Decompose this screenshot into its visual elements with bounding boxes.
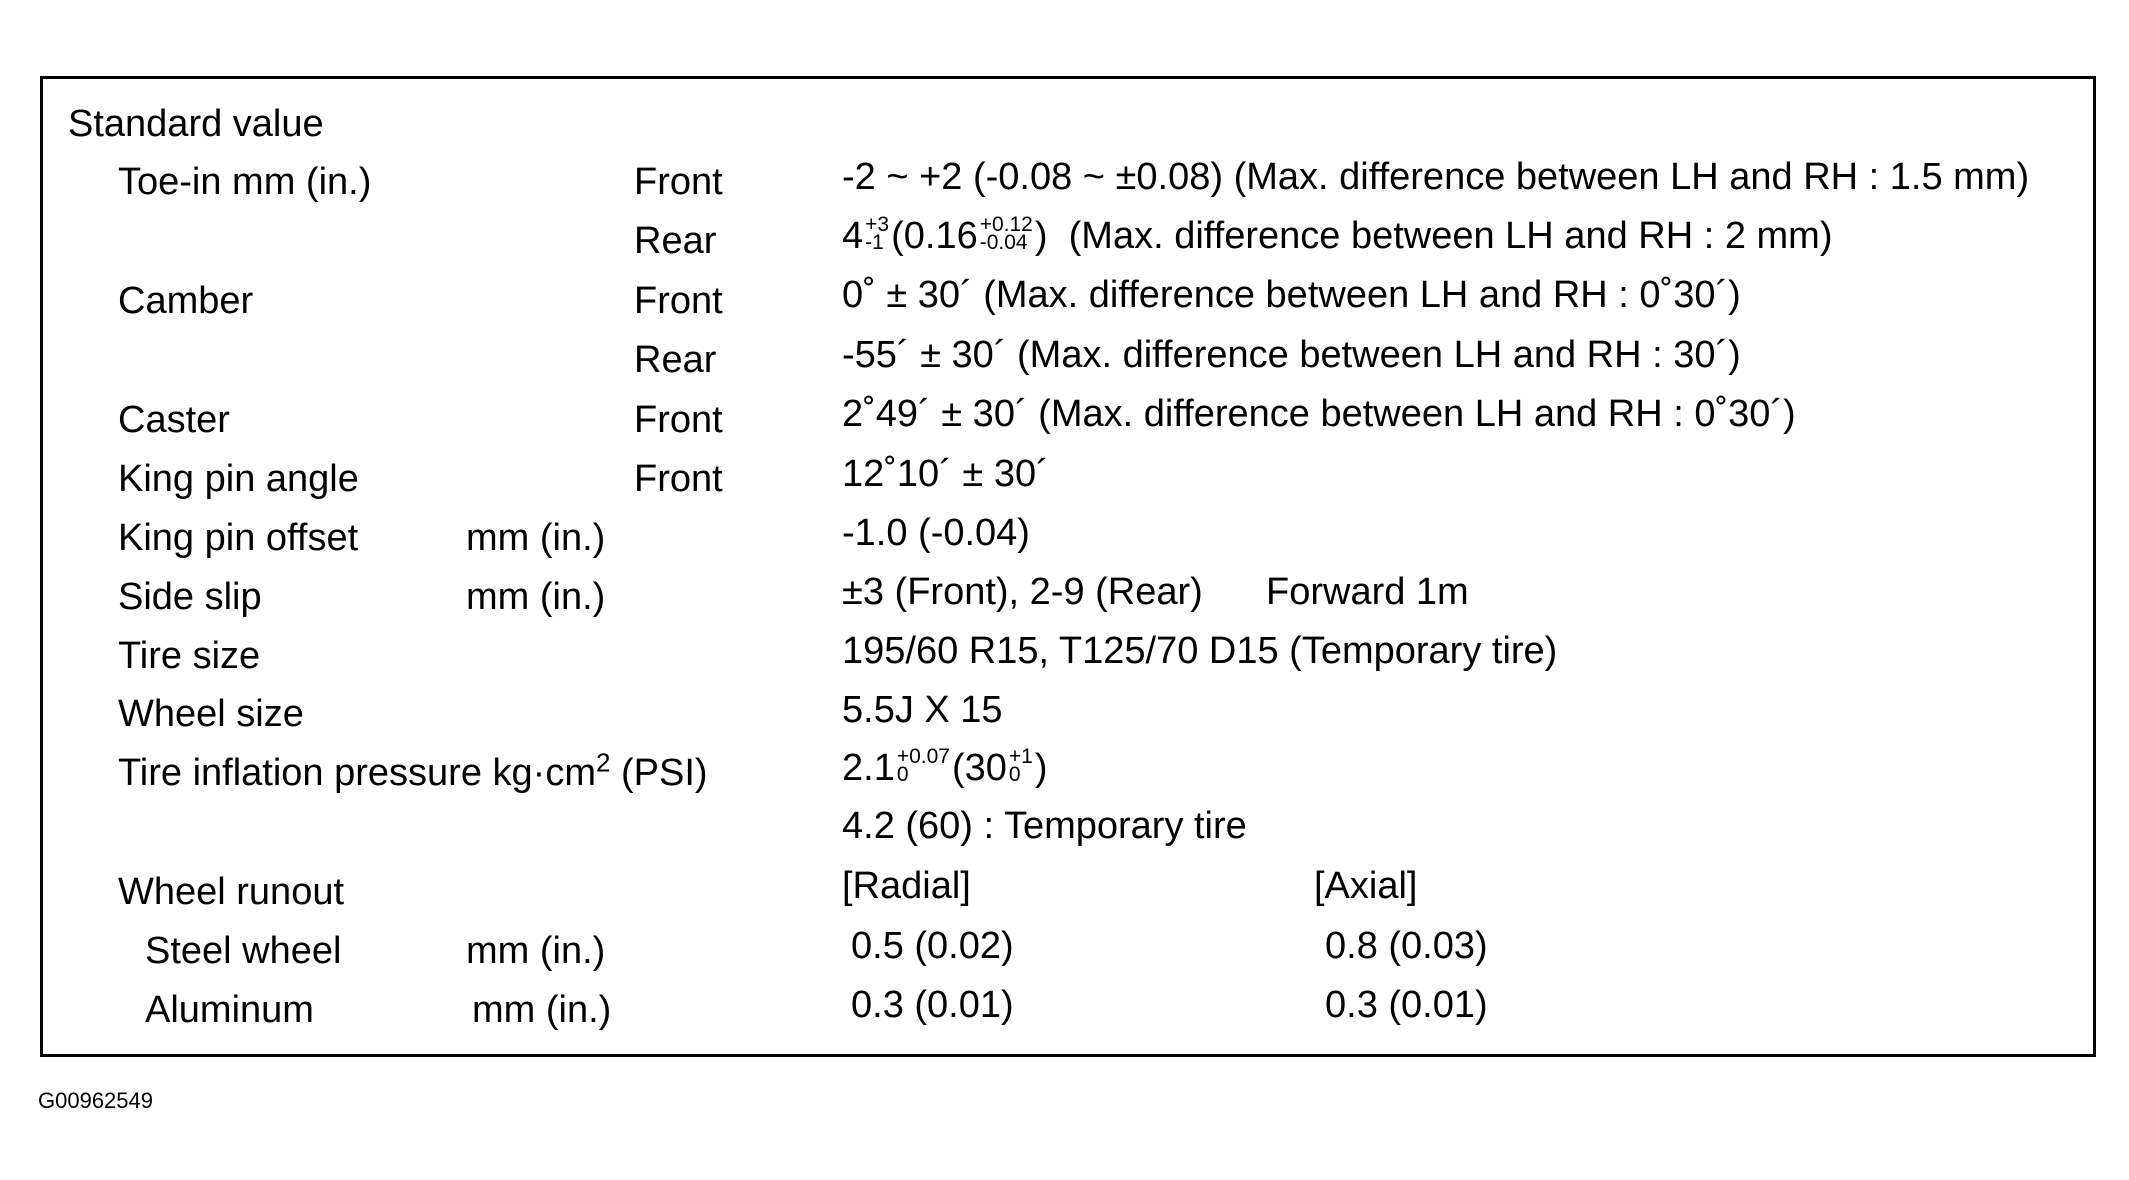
camber-rear-pos: Rear — [634, 339, 717, 381]
aluminum-radial: 0.3 (0.01) — [851, 984, 1014, 1026]
steel-wheel-axial: 0.8 (0.03) — [1325, 925, 1488, 967]
caster-label: Caster — [118, 399, 230, 441]
tire-pressure-label-unit: (PSI) — [621, 752, 708, 794]
camber-front-pos: Front — [634, 280, 723, 322]
side-slip-value: ±3 (Front), 2-9 (Rear) — [842, 571, 1203, 613]
camber-label: Camber — [118, 280, 254, 322]
tol-upper: +0.12 — [979, 212, 1033, 236]
tol-upper: +0.07 — [896, 744, 950, 768]
king-pin-offset-label: King pin offset — [118, 517, 359, 559]
toe-in-rear-inch-close: ) — [1034, 215, 1048, 257]
tol-upper: +3 — [865, 212, 890, 236]
toe-in-label: Toe-in mm (in.) — [118, 161, 372, 203]
tire-pressure-label — [118, 747, 708, 795]
tire-pressure-temporary: 4.2 (60) : Temporary tire — [842, 805, 1247, 847]
camber-front-value: 0˚ ± 30´ (Max. difference between LH and RH : 0˚30´) — [842, 274, 1741, 316]
toe-in-front-value: -2 ~ +2 (-0.08 ~ ±0.08) (Max. difference between LH and RH : 1.5 mm) — [842, 156, 2030, 198]
camber-rear-value: -55´ ± 30´ (Max. difference between LH and RH : 30´) — [842, 334, 1741, 376]
aluminum-unit: mm (in.) — [472, 989, 612, 1031]
figure-code: G00962549 — [38, 1088, 153, 1113]
toe-in-rear-inch-tolerance — [979, 212, 1033, 254]
tol-upper: +1 — [1008, 744, 1033, 768]
pressure-base: 2.1 — [842, 747, 895, 789]
steel-wheel-radial: 0.5 (0.02) — [851, 925, 1014, 967]
aluminum-axial: 0.3 (0.01) — [1325, 984, 1488, 1026]
toe-in-rear-value — [842, 214, 1832, 258]
side-slip-unit: mm (in.) — [466, 576, 606, 618]
tol-lower: 0 — [896, 762, 909, 786]
runout-axial-header: [Axial] — [1314, 865, 1418, 907]
king-pin-angle-front-pos: Front — [634, 458, 723, 500]
pressure-tolerance — [896, 744, 950, 786]
king-pin-offset-unit: mm (in.) — [466, 517, 606, 559]
toe-in-rear-pos: Rear — [634, 220, 717, 262]
aluminum-label: Aluminum — [145, 989, 314, 1031]
steel-wheel-label: Steel wheel — [145, 930, 342, 972]
tire-pressure-label-sup: 2 — [595, 747, 611, 778]
wheel-runout-label: Wheel runout — [118, 871, 345, 913]
wheel-size-label: Wheel size — [118, 693, 304, 735]
tire-pressure-value — [842, 746, 1048, 790]
psi-tolerance — [1008, 744, 1033, 786]
tire-size-value: 195/60 R15, T125/70 D15 (Temporary tire) — [842, 630, 1558, 672]
toe-in-rear-tolerance — [865, 212, 890, 254]
tire-size-label: Tire size — [118, 635, 261, 677]
side-slip-note: Forward 1m — [1266, 571, 1469, 613]
wheel-size-value: 5.5J X 15 — [842, 689, 1003, 731]
toe-in-rear-note: (Max. difference between LH and RH : 2 mm) — [1068, 215, 1833, 257]
caster-front-value: 2˚49´ ± 30´ (Max. difference between LH and RH : 0˚30´) — [842, 393, 1796, 435]
king-pin-angle-label: King pin angle — [118, 458, 359, 500]
tire-pressure-label-text: Tire inflation pressure kg·cm — [118, 752, 596, 794]
toe-in-rear-inch-open: (0.16 — [891, 215, 978, 257]
tol-lower: -0.04 — [979, 230, 1028, 254]
king-pin-offset-value: -1.0 (-0.04) — [842, 512, 1030, 554]
toe-in-rear-base: 4 — [842, 215, 864, 257]
toe-in-front-pos: Front — [634, 161, 723, 203]
runout-radial-header: [Radial] — [842, 865, 971, 907]
tol-lower: -1 — [865, 230, 884, 254]
caster-front-pos: Front — [634, 399, 723, 441]
section-title: Standard value — [68, 103, 324, 145]
psi-close: ) — [1034, 747, 1048, 789]
tol-lower: 0 — [1008, 762, 1021, 786]
steel-wheel-unit: mm (in.) — [466, 930, 606, 972]
king-pin-angle-value: 12˚10´ ± 30´ — [842, 453, 1049, 495]
psi-open: (30 — [951, 747, 1007, 789]
side-slip-label: Side slip — [118, 576, 262, 618]
